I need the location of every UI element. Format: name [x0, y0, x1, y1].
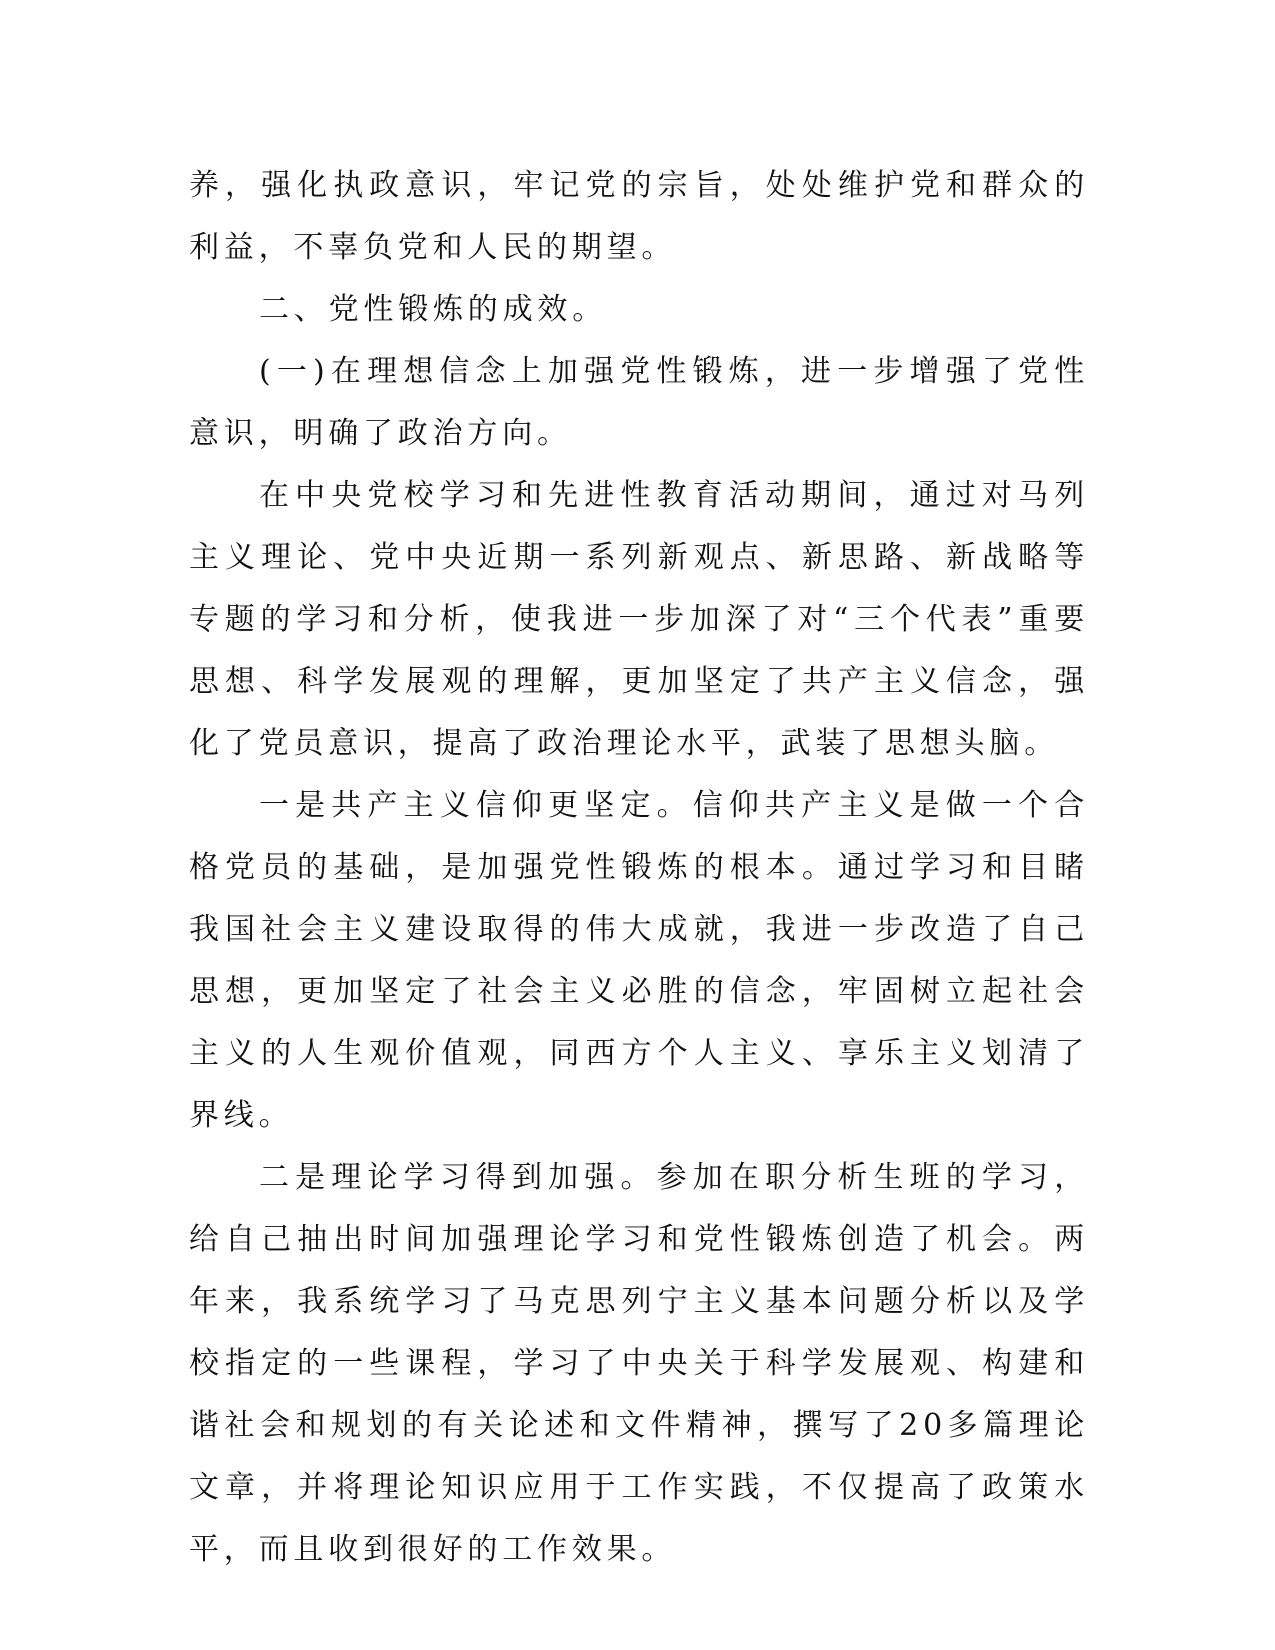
paragraph-continuation: 养，强化执政意识，牢记党的宗旨，处处维护党和群众的利益，不辜负党和人民的期望。	[189, 168, 1089, 265]
paragraph: 二是理论学习得到加强。参加在职分析生班的学习，给自己抽出时间加强理论学习和党性锻炼创造了机会。两年来，我系统学习了马克思列宁主义基本问题分析以及学校指定的一些课程，学习了中央关于科学发展观、构建和谐社会和规划的有关论述和文件精神，撰写了20多篇理论文章，并将理论知识应用于工作实践，不仅提高了政策水平，而且收到很好的工作效果。	[189, 1160, 1089, 1567]
paragraph: 一是共产主义信仰更坚定。信仰共产主义是做一个合格党员的基础，是加强党性锻炼的根本。通过学习和目睹我国社会主义建设取得的伟大成就，我进一步改造了自己思想，更加坚定了社会主义必胜的信念，牢固树立起社会主义的人生观价值观，同西方个人主义、享乐主义划清了界线。	[189, 788, 1089, 1133]
section-heading: 二、党性锻炼的成效。	[259, 292, 607, 327]
paragraph: 在中央党校学习和先进性教育活动期间，通过对马列主义理论、党中央近期一系列新观点、新思路、新战略等专题的学习和分析，使我进一步加深了对“三个代表”重要思想、科学发展观的理解，更加坚定了共产主义信念，强化了党员意识，提高了政治理论水平，武装了思想头脑。	[189, 478, 1089, 761]
document-body	[189, 155, 1089, 1581]
subsection-heading: (一)在理想信念上加强党性锻炼，进一步增强了党性意识，明确了政治方向。	[189, 354, 1089, 451]
